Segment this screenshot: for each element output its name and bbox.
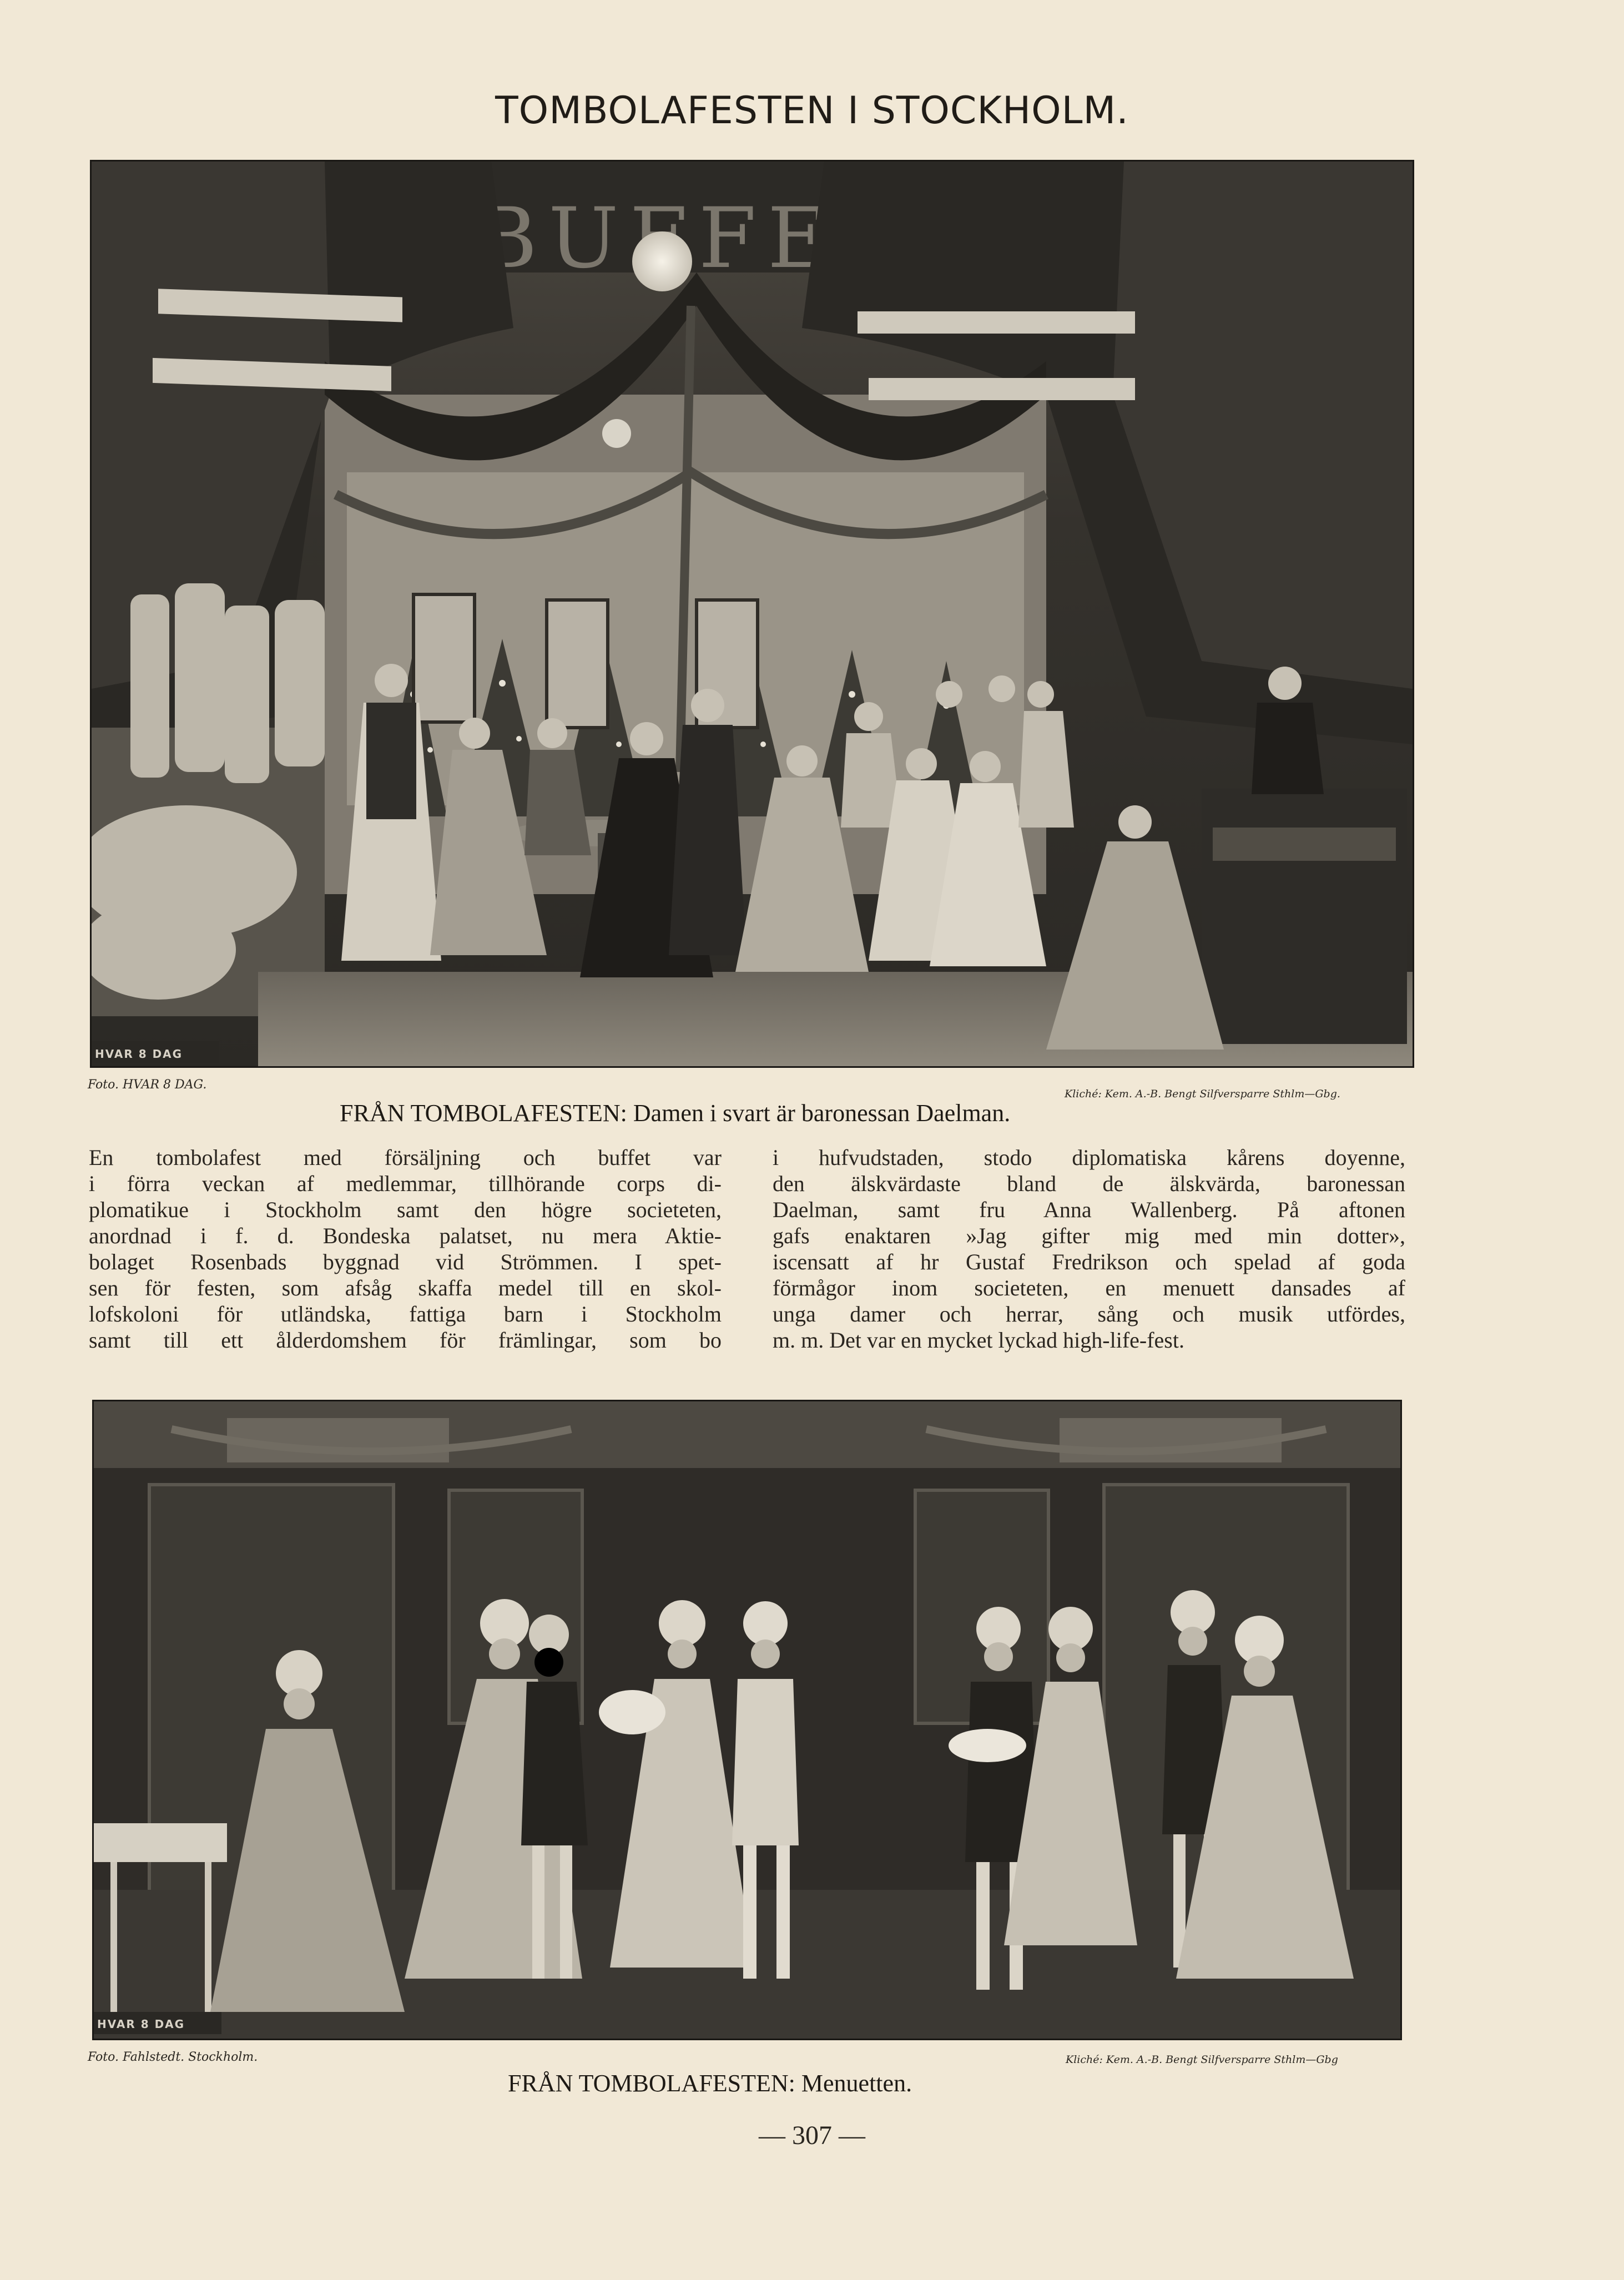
article-line: i förra veckan af medlemmar, tillhörande corps di-	[89, 1171, 722, 1196]
photo-bottom-caption: FRÅN TOMBOLAFESTEN: Menuetten.	[508, 2070, 912, 2097]
article-line: plomatikue i Stockholm samt den högre societeten,	[89, 1197, 722, 1222]
minuet-scene-illustration	[94, 1401, 1400, 2039]
article-line: sen för festen, som afsåg skaffa medel till en skol-	[89, 1275, 722, 1300]
article-line: iscensatt af hr Gustaf Fredrikson och spelad af goda	[773, 1249, 1405, 1274]
article-line: i hufvudstaden, stodo diplomatiska kårens doyenne,	[773, 1145, 1405, 1170]
photo-buffet	[90, 160, 1414, 1068]
article-right-column	[773, 1144, 1405, 1353]
article-line: m. m. Det var en mycket lyckad high-life-fest.	[773, 1328, 1184, 1353]
photo-bottom-credit-left: Foto. Fahlstedt. Stockholm.	[88, 2050, 258, 2064]
article-line: samt till ett ålderdomshem för främlingar, som bo	[89, 1328, 722, 1353]
photo-top-credit-left: Foto. HVAR 8 DAG.	[88, 1078, 207, 1092]
article-line: unga damer och herrar, sång och musik utfördes,	[773, 1302, 1405, 1326]
buffet-scene-illustration	[92, 162, 1413, 1066]
article-left-column	[89, 1144, 722, 1353]
article-line: förmågor inom societeten, en menuett dansades af	[773, 1275, 1405, 1300]
article-line: lofskoloni för utländska, fattiga barn i Stockholm	[89, 1302, 722, 1326]
photo-top-credit-right: Kliché: Kem. A.-B. Bengt Silfversparre Sthlm—Gbg.	[1065, 1088, 1340, 1100]
page-title: TOMBOLAFESTEN I STOCKHOLM.	[495, 89, 1129, 133]
article-line: bolaget Rosenbads byggnad vid Strömmen. I spet-	[89, 1249, 722, 1274]
article-line: gafs enaktaren »Jag gifter mig med min dotter»,	[773, 1223, 1405, 1248]
article-line: anordnad i f. d. Bondeska palatset, nu mera Aktie-	[89, 1223, 722, 1248]
photo-top-caption: FRÅN TOMBOLAFESTEN: Damen i svart är baronessan Daelman.	[340, 1099, 1011, 1127]
page-number: — 307 —	[759, 2121, 865, 2150]
photo-bottom-credit-right: Kliché: Kem. A.-B. Bengt Silfversparre Sthlm—Gbg	[1066, 2054, 1338, 2066]
article-line: den älskvärdaste bland de älskvärda, baronessan	[773, 1171, 1405, 1196]
photo-minuet	[92, 1400, 1402, 2040]
article-line: Daelman, samt fru Anna Wallenberg. På aftonen	[773, 1197, 1405, 1222]
article-line: En tombolafest med försäljning och buffet var	[89, 1145, 722, 1170]
photo-top-watermark: HVAR 8 DAG	[95, 1047, 183, 1061]
photo-bottom-watermark: HVAR 8 DAG	[97, 2017, 185, 2031]
